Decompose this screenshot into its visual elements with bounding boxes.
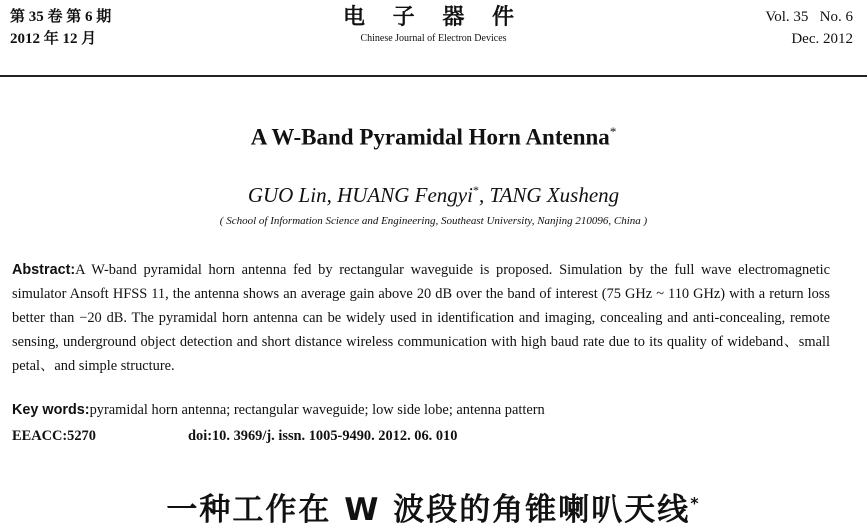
- doi: doi:10. 3969/j. issn. 1005-9490. 2012. 06. 010: [188, 428, 458, 444]
- paper-title-cn-text: 一种工作在 W 波段的角锥喇叭天线: [166, 492, 691, 528]
- date-cn: 2012 年 12 月: [10, 31, 97, 47]
- affiliation: ( School of Information Science and Engineering, Southeast University, Nanjing 210096, China ): [219, 215, 648, 227]
- abstract: [12, 258, 830, 378]
- paper-title-text: A W-Band Pyramidal Horn Antenna: [250, 124, 610, 150]
- journal-name-cn: 电 子 器 件: [343, 4, 524, 30]
- keywords: [12, 400, 852, 420]
- authors-part2: , TANG Xusheng: [478, 183, 620, 207]
- keywords-text: pyramidal horn antenna; rectangular waveguide; low side lobe; antenna pattern: [89, 402, 545, 418]
- abstract-text: A W-band pyramidal horn antenna fed by rectangular waveguide is proposed. Simulation by the full wave electromagnetic simulator Ansoft HFSS 11, the antenna shows an average gain above 20 dB over the band of interest (75 GHz ~ 110 GHz) with a return loss better than −20 dB. The pyramidal horn antenna can be widely used in identification and imaging, concealing and anti-concealing, remote sensing, underground object detection and short distance wireless communication with high baud rate due to its quality of wideband、small petal、and simple structure.: [12, 262, 830, 374]
- paper-title: [0, 124, 867, 151]
- title-footnote-mark: *: [609, 124, 617, 139]
- header-rule: [0, 75, 867, 77]
- paper-title-cn: [0, 484, 867, 529]
- abstract-label: Abstract:: [12, 262, 76, 278]
- keywords-label: Key words:: [12, 402, 90, 418]
- title-cn-footnote-mark: *: [690, 493, 701, 513]
- header-center: [0, 4, 867, 46]
- volume-cn: 第 35 卷 第 6 期: [10, 9, 112, 25]
- authors-part1: GUO Lin, HUANG Fengyi: [247, 183, 473, 207]
- authors: [0, 183, 867, 208]
- volume-en: Vol. 35 No. 6: [765, 9, 853, 25]
- date-en: Dec. 2012: [791, 31, 853, 47]
- header-right: [765, 6, 853, 50]
- author-footnote-mark: *: [472, 183, 479, 197]
- eeacc-code: EEACC:5270: [12, 428, 96, 444]
- journal-name-en: Chinese Journal of Electron Devices: [360, 33, 507, 44]
